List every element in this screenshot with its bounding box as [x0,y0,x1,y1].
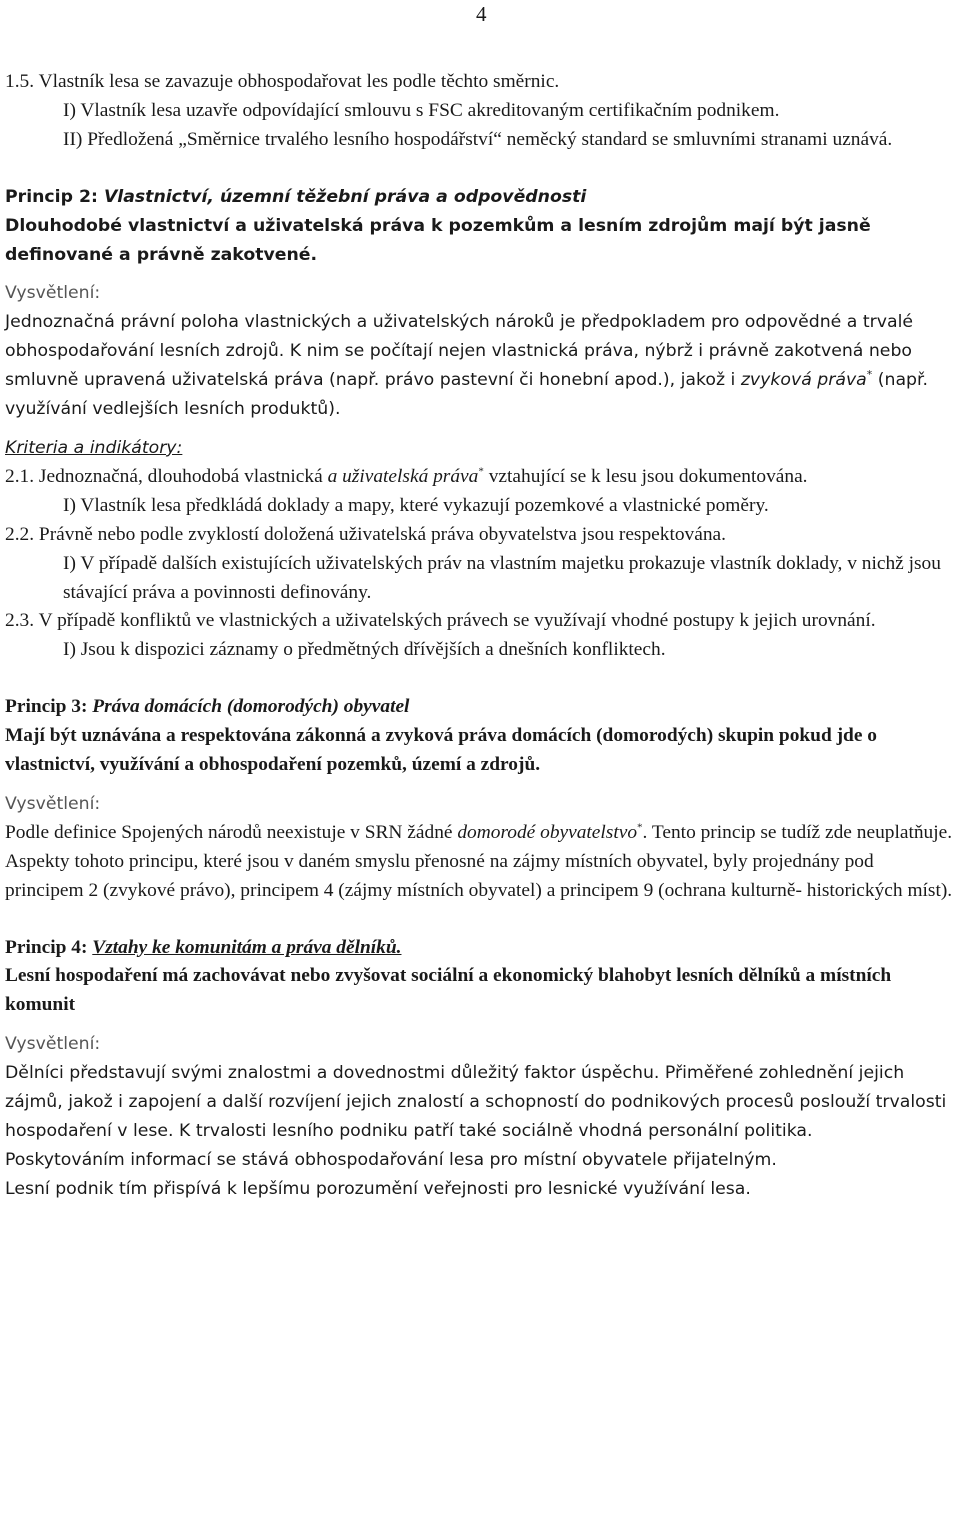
princip-4-statement: Lesní hospodaření má zachovávat nebo zvyšovat sociální a ekonomický blahobyt lesních dělníků a místních komunit [5,965,892,1016]
criterion-2-3: 2.3. V případě konfliktů ve vlastnických a uživatelských právech se využívají vhodné postupy k jejich urovnání. [5,610,876,632]
footnote-star: * [637,821,643,834]
document-body [5,68,955,1204]
criterion-2-1-text: 2.1. Jednoznačná, dlouhodobá vlastnická [5,465,323,487]
princip-3-explanation-heading: Vysvětlení: [5,793,101,814]
princip-2-explanation-heading: Vysvětlení: [5,283,101,304]
criterion-2-1-rest: vztahující se k lesu jsou dokumentována. [488,465,808,487]
page-number: 4 [476,2,487,26]
princip-2-heading [5,183,955,212]
princip-3-heading [5,693,955,722]
princip-4-explanation-heading: Vysvětlení: [5,1034,101,1055]
princip-4-paragraph-2: Poskytováním informací se stává obhospodařování lesa pro místní obyvatele přijatelným. [5,1149,777,1170]
footnote-star: * [478,465,484,478]
criterion-2-1 [5,463,955,492]
princip-2-explanation [5,308,955,424]
explanation-sentence-3: (např. využívání vedlejších lesních produktů). [5,370,929,420]
criterion-2-2-indicator: I) V případě dalších existujících uživatelských práv na vlastním majetku prokazuje vlastník doklady, v nichž jsou stávající práva a povinnosti definovány. [63,552,941,603]
criterion-2-2: 2.2. Právně nebo podle zvyklostí doložená uživatelská práva obyvatelstva jsou respektována. [5,523,727,545]
princip-3-p1-rest: . Tento princip se tudíž zde neuplatňuje. [642,821,953,843]
princip-4-paragraph-1: Dělníci představují svými znalostmi a dovednostmi důležitý faktor úspěchu. Přiměřené zohlednění jejich zájmů, jakož i zapojení a další rozvíjení jejich znalostí a schopností do podnikových procesů poslouží trvalosti hospodaření v lese. K trvalosti lesního podniku patří také sociálně vhodná personální politika. [5,1063,947,1141]
section-1-5-heading: 1.5. Vlastník lesa se zavazuje obhospodařovat les podle těchto směrnic. [5,71,560,92]
criterion-2-3-indicator: I) Jsou k dispozici záznamy o předmětných dřívějších a dnešních konfliktech. [63,639,666,661]
princip-4-paragraph-3: Lesní podnik tím přispívá k lepšímu porozumění veřejnosti pro lesnické využívání lesa. [5,1178,751,1199]
section-1-5-item-1: I) Vlastník lesa uzavře odpovídající smlouvu s FSC akreditovaným certifikačním podnikem. [63,99,780,121]
criteria-heading: Kriteria a indikátory: [5,437,183,458]
princip-4-title: Vztahy ke komunitám a práva dělníků. [92,936,402,958]
criterion-2-1-italic: a uživatelská práva [327,465,479,487]
princip-2-label: Princip 2: [5,186,98,207]
princip-4-heading [5,934,955,963]
princip-3-paragraph-1 [5,819,955,848]
explanation-sentence-1: Jednoznačná právní poloha vlastnických a uživatelských nároků je předpokladem pro odpovědné a trvalé obhospodařování lesních zdrojů. [5,312,914,362]
princip-2-statement: Dlouhodobé vlastnictví a uživatelská práva k pozemkům a lesním zdrojům mají být jasně definované a právně zakotvené. [5,215,871,265]
criterion-2-1-indicator: I) Vlastník lesa předkládá doklady a mapy, které vykazují pozemkové a vlastnické poměry. [63,494,769,516]
explanation-sentence-2: K nim se počítají nejen vlastnická práva, nýbrž i právně zakotvená nebo smluvně upravená uživatelská práva (např. právo pastevní či honební apod.), jakož i [5,341,912,391]
princip-3-statement: Mají být uznávána a respektována zákonná a zvyková práva domácích (domorodých) skupin pokud jde o vlastnictví, využívání a obhospodaření pozemků, území a zdrojů. [5,725,877,776]
footnote-star: * [866,368,873,382]
section-1-5-item-2: II) Předložená „Směrnice trvalého lesního hospodářství“ neměcký standard se smluvními stranami uznává. [63,128,893,150]
princip-4-label: Princip 4: [5,936,88,958]
princip-3-label: Princip 3: [5,696,88,718]
explanation-italic-term: zvyková práva [740,370,867,391]
princip-3-paragraph-2: Aspekty tohoto principu, které jsou v daném smyslu přenosné na zájmy místních obyvatel, byly projednány pod principem 2 (zvykové právo), principem 4 (zájmy místních obyvatel) a principem 9 (ochrana kulturně- historických míst). [5,850,953,901]
princip-2-title: Vlastnictví, územní těžební práva a odpovědnosti [103,186,587,207]
princip-3-p1-italic: domorodé obyvatelstvo [457,821,638,843]
princip-3-p1-text: Podle definice Spojených národů neexistuje v SRN žádné [5,821,453,843]
princip-3-title: Práva domácích (domorodých) obyvatel [92,696,410,718]
